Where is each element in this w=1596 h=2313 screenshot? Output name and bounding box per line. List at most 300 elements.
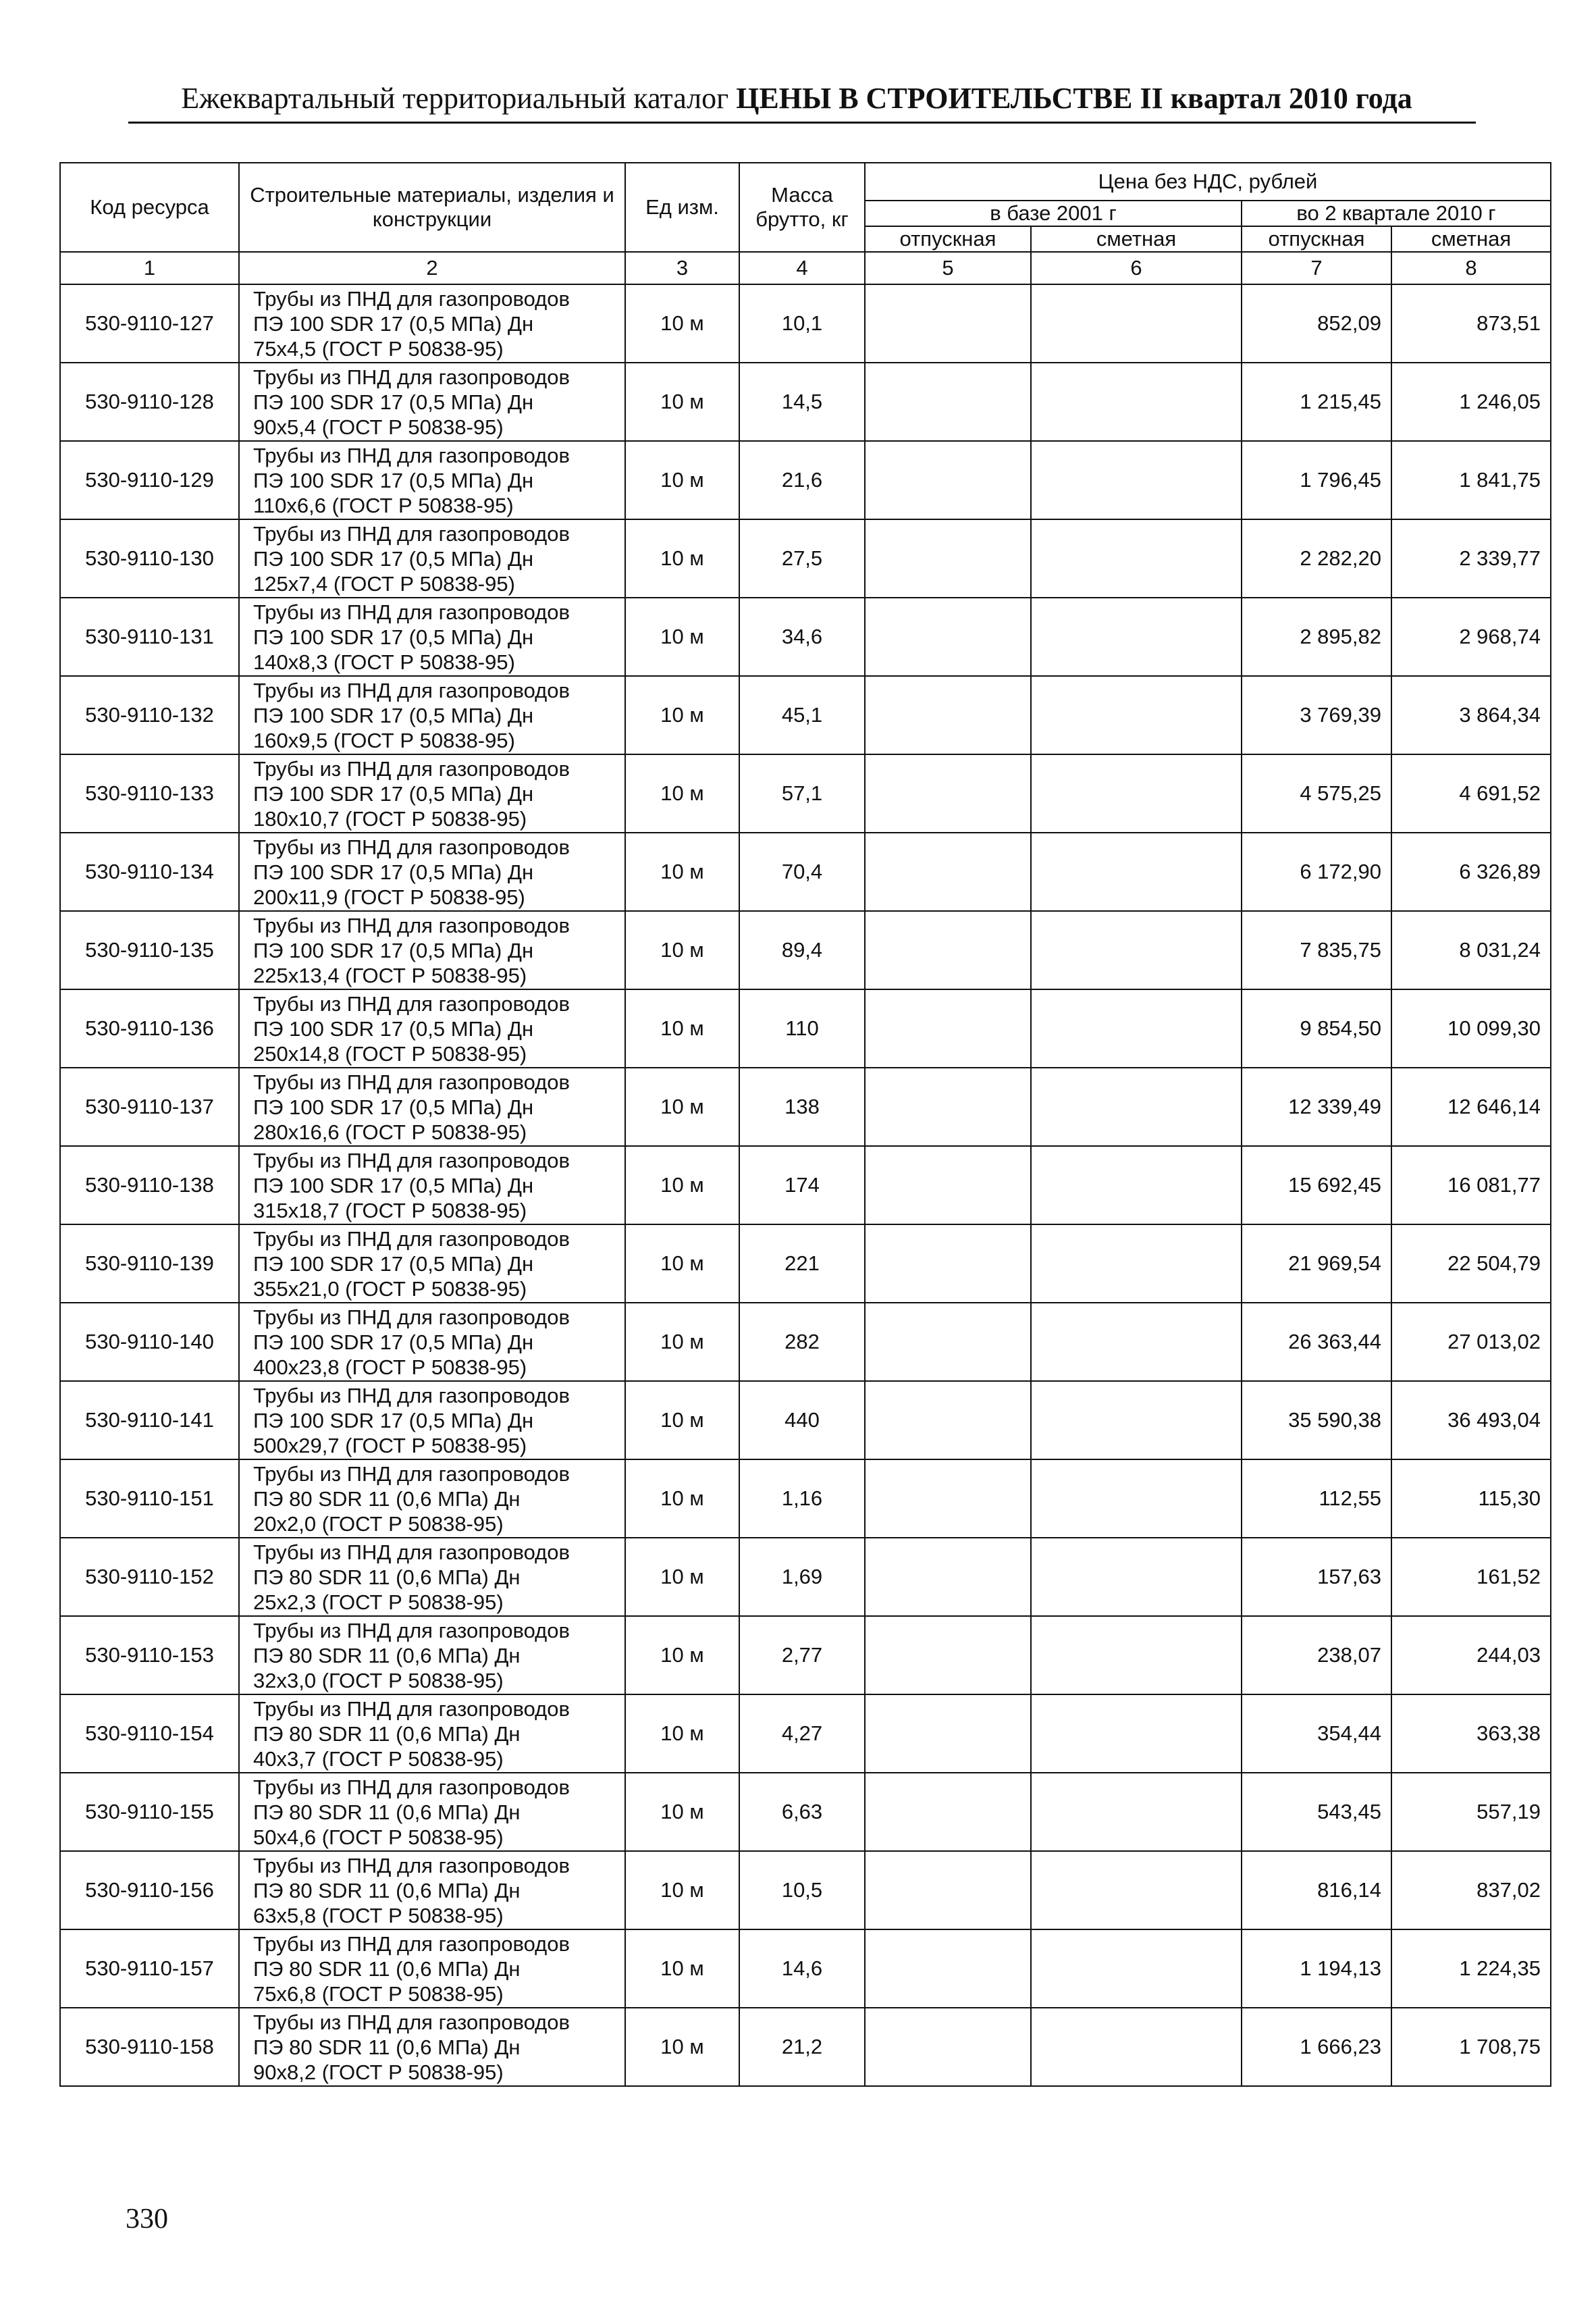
material-name-line: ПЭ 100 SDR 17 (0,5 МПа) Дн <box>253 1095 534 1119</box>
material-name <box>239 1773 625 1851</box>
current-release-price: 1 796,45 <box>1242 441 1391 519</box>
column-number: 8 <box>1391 252 1551 284</box>
table-row <box>60 1303 1551 1381</box>
base-release-price <box>865 1459 1031 1538</box>
gross-mass: 21,2 <box>739 2008 865 2086</box>
base-estimate-price <box>1031 1929 1242 2008</box>
resource-code: 530-9110-135 <box>60 911 239 989</box>
material-name-line: Трубы из ПНД для газопроводов <box>253 835 570 859</box>
col-header-base-estimate: сметная <box>1031 226 1242 252</box>
unit: 10 м <box>625 1381 739 1459</box>
table-row <box>60 754 1551 833</box>
table-row <box>60 1851 1551 1929</box>
material-name-line: 200х11,9 (ГОСТ Р 50838-95) <box>253 885 525 909</box>
unit: 10 м <box>625 284 739 363</box>
material-name-line: 315х18,7 (ГОСТ Р 50838-95) <box>253 1198 527 1222</box>
material-name-line: Трубы из ПНД для газопроводов <box>253 1148 570 1172</box>
material-name-line: Трубы из ПНД для газопроводов <box>253 913 570 937</box>
base-release-price <box>865 989 1031 1068</box>
material-name-line: ПЭ 80 SDR 11 (0,6 МПа) Дн <box>253 1721 521 1746</box>
current-estimate-price: 1 708,75 <box>1391 2008 1551 2086</box>
base-release-price <box>865 833 1031 911</box>
resource-code: 530-9110-136 <box>60 989 239 1068</box>
material-name <box>239 1068 625 1146</box>
material-name-line: 500х29,7 (ГОСТ Р 50838-95) <box>253 1433 527 1457</box>
material-name-line: ПЭ 100 SDR 17 (0,5 МПа) Дн <box>253 860 534 884</box>
material-name-line: 40х3,7 (ГОСТ Р 50838-95) <box>253 1746 504 1771</box>
material-name <box>239 363 625 441</box>
gross-mass: 10,1 <box>739 284 865 363</box>
table-row <box>60 284 1551 363</box>
table-row <box>60 833 1551 911</box>
col-header-name: Строительные материалы, изделия и конструкции <box>239 163 625 252</box>
current-estimate-price: 12 646,14 <box>1391 1068 1551 1146</box>
base-estimate-price <box>1031 1773 1242 1851</box>
base-estimate-price <box>1031 1068 1242 1146</box>
material-name <box>239 284 625 363</box>
column-number: 5 <box>865 252 1031 284</box>
unit: 10 м <box>625 1773 739 1851</box>
base-estimate-price <box>1031 911 1242 989</box>
page-number: 330 <box>126 2204 168 2235</box>
material-name <box>239 2008 625 2086</box>
gross-mass: 2,77 <box>739 1616 865 1694</box>
base-release-price <box>865 1381 1031 1459</box>
material-name-line: Трубы из ПНД для газопроводов <box>253 1070 570 1094</box>
base-release-price <box>865 1224 1031 1303</box>
base-estimate-price <box>1031 754 1242 833</box>
material-name <box>239 441 625 519</box>
base-release-price <box>865 1851 1031 1929</box>
base-estimate-price <box>1031 598 1242 676</box>
table-row <box>60 1224 1551 1303</box>
base-release-price <box>865 1538 1031 1616</box>
table-row <box>60 1381 1551 1459</box>
material-name-line: 75х6,8 (ГОСТ Р 50838-95) <box>253 1981 504 2006</box>
current-estimate-price: 363,38 <box>1391 1694 1551 1773</box>
base-release-price <box>865 754 1031 833</box>
base-estimate-price <box>1031 676 1242 754</box>
resource-code: 530-9110-152 <box>60 1538 239 1616</box>
current-release-price: 7 835,75 <box>1242 911 1391 989</box>
base-release-price <box>865 1929 1031 2008</box>
current-release-price: 157,63 <box>1242 1538 1391 1616</box>
current-estimate-price: 115,30 <box>1391 1459 1551 1538</box>
resource-code: 530-9110-132 <box>60 676 239 754</box>
unit: 10 м <box>625 1303 739 1381</box>
material-name-line: ПЭ 100 SDR 17 (0,5 МПа) Дн <box>253 546 534 571</box>
current-release-price: 112,55 <box>1242 1459 1391 1538</box>
resource-code: 530-9110-153 <box>60 1616 239 1694</box>
gross-mass: 14,5 <box>739 363 865 441</box>
material-name-line: 110х6,6 (ГОСТ Р 50838-95) <box>253 493 514 517</box>
table-row <box>60 1538 1551 1616</box>
material-name-line: 160х9,5 (ГОСТ Р 50838-95) <box>253 728 515 752</box>
material-name-line: Трубы из ПНД для газопроводов <box>253 991 570 1016</box>
material-name <box>239 1459 625 1538</box>
material-name-line: ПЭ 100 SDR 17 (0,5 МПа) Дн <box>253 1330 534 1354</box>
col-header-code: Код ресурса <box>60 163 239 252</box>
material-name-line: ПЭ 100 SDR 17 (0,5 МПа) Дн <box>253 703 534 727</box>
base-estimate-price <box>1031 1851 1242 1929</box>
current-release-price: 15 692,45 <box>1242 1146 1391 1224</box>
material-name <box>239 989 625 1068</box>
material-name-line: Трубы из ПНД для газопроводов <box>253 756 570 781</box>
material-name-line: Трубы из ПНД для газопроводов <box>253 286 570 311</box>
unit: 10 м <box>625 911 739 989</box>
material-name-line: ПЭ 100 SDR 17 (0,5 МПа) Дн <box>253 1408 534 1432</box>
resource-code: 530-9110-158 <box>60 2008 239 2086</box>
gross-mass: 282 <box>739 1303 865 1381</box>
resource-code: 530-9110-140 <box>60 1303 239 1381</box>
current-estimate-price: 27 013,02 <box>1391 1303 1551 1381</box>
table-row <box>60 1773 1551 1851</box>
current-release-price: 2 282,20 <box>1242 519 1391 598</box>
current-estimate-price: 2 968,74 <box>1391 598 1551 676</box>
base-estimate-price <box>1031 1694 1242 1773</box>
material-name-line: 90х5,4 (ГОСТ Р 50838-95) <box>253 415 504 439</box>
base-release-price <box>865 1068 1031 1146</box>
current-estimate-price: 16 081,77 <box>1391 1146 1551 1224</box>
current-estimate-price: 4 691,52 <box>1391 754 1551 833</box>
material-name <box>239 598 625 676</box>
material-name-line: Трубы из ПНД для газопроводов <box>253 1618 570 1642</box>
base-estimate-price <box>1031 1303 1242 1381</box>
gross-mass: 27,5 <box>739 519 865 598</box>
material-name-line: Трубы из ПНД для газопроводов <box>253 600 570 624</box>
resource-code: 530-9110-138 <box>60 1146 239 1224</box>
unit: 10 м <box>625 989 739 1068</box>
current-release-price: 12 339,49 <box>1242 1068 1391 1146</box>
base-estimate-price <box>1031 989 1242 1068</box>
material-name-line: ПЭ 100 SDR 17 (0,5 МПа) Дн <box>253 625 534 649</box>
current-estimate-price: 161,52 <box>1391 1538 1551 1616</box>
material-name-line: Трубы из ПНД для газопроводов <box>253 521 570 546</box>
material-name <box>239 911 625 989</box>
unit: 10 м <box>625 1459 739 1538</box>
base-release-price <box>865 441 1031 519</box>
material-name <box>239 1146 625 1224</box>
price-table <box>59 162 1551 2087</box>
material-name-line: Трубы из ПНД для газопроводов <box>253 1696 570 1721</box>
material-name <box>239 833 625 911</box>
base-estimate-price <box>1031 1538 1242 1616</box>
material-name-line: ПЭ 100 SDR 17 (0,5 МПа) Дн <box>253 1173 534 1197</box>
material-name-line: 225х13,4 (ГОСТ Р 50838-95) <box>253 963 527 987</box>
unit: 10 м <box>625 598 739 676</box>
col-header-unit: Ед изм. <box>625 163 739 252</box>
current-release-price: 21 969,54 <box>1242 1224 1391 1303</box>
base-release-price <box>865 1146 1031 1224</box>
material-name-line: Трубы из ПНД для газопроводов <box>253 678 570 702</box>
table-row <box>60 1616 1551 1694</box>
column-number: 4 <box>739 252 865 284</box>
table-row <box>60 1929 1551 2008</box>
gross-mass: 138 <box>739 1068 865 1146</box>
current-estimate-price: 22 504,79 <box>1391 1224 1551 1303</box>
base-estimate-price <box>1031 1146 1242 1224</box>
material-name-line: 180х10,7 (ГОСТ Р 50838-95) <box>253 806 527 831</box>
gross-mass: 70,4 <box>739 833 865 911</box>
material-name-line: ПЭ 80 SDR 11 (0,6 МПа) Дн <box>253 1956 521 1981</box>
current-estimate-price: 3 864,34 <box>1391 676 1551 754</box>
material-name-line: Трубы из ПНД для газопроводов <box>253 1775 570 1799</box>
material-name-line: 400х23,8 (ГОСТ Р 50838-95) <box>253 1355 527 1379</box>
base-estimate-price <box>1031 1616 1242 1694</box>
material-name-line: ПЭ 100 SDR 17 (0,5 МПа) Дн <box>253 311 534 336</box>
gross-mass: 14,6 <box>739 1929 865 2008</box>
material-name-line: 125х7,4 (ГОСТ Р 50838-95) <box>253 571 515 596</box>
gross-mass: 21,6 <box>739 441 865 519</box>
base-estimate-price <box>1031 284 1242 363</box>
col-header-current-estimate: сметная <box>1391 226 1551 252</box>
gross-mass: 110 <box>739 989 865 1068</box>
base-estimate-price <box>1031 1224 1242 1303</box>
current-estimate-price: 2 339,77 <box>1391 519 1551 598</box>
unit: 10 м <box>625 1616 739 1694</box>
current-estimate-price: 1 246,05 <box>1391 363 1551 441</box>
resource-code: 530-9110-156 <box>60 1851 239 1929</box>
current-release-price: 1 194,13 <box>1242 1929 1391 2008</box>
material-name <box>239 1929 625 2008</box>
material-name-line: 50х4,6 (ГОСТ Р 50838-95) <box>253 1825 504 1849</box>
base-release-price <box>865 2008 1031 2086</box>
material-name-line: 25х2,3 (ГОСТ Р 50838-95) <box>253 1590 504 1614</box>
base-estimate-price <box>1031 1381 1242 1459</box>
material-name <box>239 1224 625 1303</box>
unit: 10 м <box>625 1929 739 2008</box>
current-release-price: 852,09 <box>1242 284 1391 363</box>
base-estimate-price <box>1031 441 1242 519</box>
col-header-base: в базе 2001 г <box>865 201 1242 226</box>
base-estimate-price <box>1031 363 1242 441</box>
col-header-base-release: отпускная <box>865 226 1031 252</box>
column-number: 1 <box>60 252 239 284</box>
material-name-line: Трубы из ПНД для газопроводов <box>253 1461 570 1486</box>
material-name <box>239 1538 625 1616</box>
resource-code: 530-9110-157 <box>60 1929 239 2008</box>
material-name-line: ПЭ 100 SDR 17 (0,5 МПа) Дн <box>253 938 534 962</box>
material-name-line: ПЭ 80 SDR 11 (0,6 МПа) Дн <box>253 1643 521 1667</box>
material-name-line: Трубы из ПНД для газопроводов <box>253 1305 570 1329</box>
unit: 10 м <box>625 1538 739 1616</box>
table-row <box>60 598 1551 676</box>
material-name-line: ПЭ 100 SDR 17 (0,5 МПа) Дн <box>253 468 534 492</box>
material-name-line: 75х4,5 (ГОСТ Р 50838-95) <box>253 336 504 361</box>
column-number-row <box>60 252 1551 284</box>
resource-code: 530-9110-127 <box>60 284 239 363</box>
table-row <box>60 1068 1551 1146</box>
gross-mass: 89,4 <box>739 911 865 989</box>
current-release-price: 543,45 <box>1242 1773 1391 1851</box>
current-estimate-price: 8 031,24 <box>1391 911 1551 989</box>
col-header-price-group: Цена без НДС, рублей <box>865 163 1551 201</box>
base-release-price <box>865 676 1031 754</box>
catalog-title: ЦЕНЫ В СТРОИТЕЛЬСТВЕ <box>736 82 1133 115</box>
current-estimate-price: 6 326,89 <box>1391 833 1551 911</box>
base-release-price <box>865 1773 1031 1851</box>
table-row <box>60 1694 1551 1773</box>
column-number: 6 <box>1031 252 1242 284</box>
material-name-line: ПЭ 80 SDR 11 (0,6 МПа) Дн <box>253 1565 521 1589</box>
base-estimate-price <box>1031 519 1242 598</box>
current-release-price: 3 769,39 <box>1242 676 1391 754</box>
material-name-line: 63х5,8 (ГОСТ Р 50838-95) <box>253 1903 504 1927</box>
material-name-line: ПЭ 100 SDR 17 (0,5 МПа) Дн <box>253 390 534 414</box>
gross-mass: 57,1 <box>739 754 865 833</box>
base-release-price <box>865 911 1031 989</box>
current-release-price: 2 895,82 <box>1242 598 1391 676</box>
table-row <box>60 1459 1551 1538</box>
page-header <box>128 80 1465 118</box>
catalog-period: II квартал 2010 года <box>1140 82 1412 115</box>
material-name-line: Трубы из ПНД для газопроводов <box>253 443 570 467</box>
material-name <box>239 1381 625 1459</box>
gross-mass: 45,1 <box>739 676 865 754</box>
catalog-prefix: Ежеквартальный территориальный каталог <box>181 82 729 115</box>
current-release-price: 26 363,44 <box>1242 1303 1391 1381</box>
gross-mass: 221 <box>739 1224 865 1303</box>
table-row <box>60 911 1551 989</box>
gross-mass: 174 <box>739 1146 865 1224</box>
header-rule <box>128 122 1476 124</box>
material-name-line: 20х2,0 (ГОСТ Р 50838-95) <box>253 1511 504 1536</box>
table-body <box>60 284 1551 2086</box>
resource-code: 530-9110-154 <box>60 1694 239 1773</box>
unit: 10 м <box>625 1146 739 1224</box>
material-name-line: Трубы из ПНД для газопроводов <box>253 1383 570 1407</box>
base-release-price <box>865 1303 1031 1381</box>
unit: 10 м <box>625 833 739 911</box>
material-name-line: 280х16,6 (ГОСТ Р 50838-95) <box>253 1120 527 1144</box>
unit: 10 м <box>625 1694 739 1773</box>
current-release-price: 6 172,90 <box>1242 833 1391 911</box>
current-release-price: 1 666,23 <box>1242 2008 1391 2086</box>
resource-code: 530-9110-129 <box>60 441 239 519</box>
material-name-line: ПЭ 80 SDR 11 (0,6 МПа) Дн <box>253 1800 521 1824</box>
unit: 10 м <box>625 754 739 833</box>
material-name <box>239 1303 625 1381</box>
column-number: 7 <box>1242 252 1391 284</box>
material-name-line: ПЭ 80 SDR 11 (0,6 МПа) Дн <box>253 1486 521 1511</box>
gross-mass: 10,5 <box>739 1851 865 1929</box>
base-release-price <box>865 1694 1031 1773</box>
base-release-price <box>865 1616 1031 1694</box>
current-release-price: 816,14 <box>1242 1851 1391 1929</box>
unit: 10 м <box>625 1224 739 1303</box>
current-release-price: 35 590,38 <box>1242 1381 1391 1459</box>
base-release-price <box>865 598 1031 676</box>
material-name-line: 140х8,3 (ГОСТ Р 50838-95) <box>253 650 515 674</box>
base-estimate-price <box>1031 2008 1242 2086</box>
unit: 10 м <box>625 441 739 519</box>
resource-code: 530-9110-151 <box>60 1459 239 1538</box>
resource-code: 530-9110-155 <box>60 1773 239 1851</box>
resource-code: 530-9110-131 <box>60 598 239 676</box>
table-row <box>60 363 1551 441</box>
material-name-line: Трубы из ПНД для газопроводов <box>253 1226 570 1251</box>
material-name-line: ПЭ 80 SDR 11 (0,6 МПа) Дн <box>253 2035 521 2059</box>
unit: 10 м <box>625 519 739 598</box>
current-estimate-price: 837,02 <box>1391 1851 1551 1929</box>
gross-mass: 34,6 <box>739 598 865 676</box>
material-name-line: ПЭ 80 SDR 11 (0,6 МПа) Дн <box>253 1878 521 1902</box>
base-release-price <box>865 284 1031 363</box>
material-name-line: ПЭ 100 SDR 17 (0,5 МПа) Дн <box>253 1251 534 1276</box>
current-release-price: 4 575,25 <box>1242 754 1391 833</box>
col-header-current: во 2 квартале 2010 г <box>1242 201 1551 226</box>
table-row <box>60 1146 1551 1224</box>
current-estimate-price: 557,19 <box>1391 1773 1551 1851</box>
material-name <box>239 1851 625 1929</box>
material-name-line: Трубы из ПНД для газопроводов <box>253 1931 570 1956</box>
table-row <box>60 441 1551 519</box>
table-row <box>60 989 1551 1068</box>
material-name <box>239 1694 625 1773</box>
resource-code: 530-9110-130 <box>60 519 239 598</box>
material-name <box>239 676 625 754</box>
current-estimate-price: 36 493,04 <box>1391 1381 1551 1459</box>
material-name <box>239 519 625 598</box>
resource-code: 530-9110-133 <box>60 754 239 833</box>
resource-code: 530-9110-137 <box>60 1068 239 1146</box>
current-estimate-price: 873,51 <box>1391 284 1551 363</box>
gross-mass: 440 <box>739 1381 865 1459</box>
current-estimate-price: 244,03 <box>1391 1616 1551 1694</box>
material-name-line: 32х3,0 (ГОСТ Р 50838-95) <box>253 1668 504 1692</box>
table-row <box>60 519 1551 598</box>
current-estimate-price: 1 841,75 <box>1391 441 1551 519</box>
unit: 10 м <box>625 1851 739 1929</box>
current-release-price: 9 854,50 <box>1242 989 1391 1068</box>
material-name-line: 355х21,0 (ГОСТ Р 50838-95) <box>253 1276 527 1301</box>
base-estimate-price <box>1031 1459 1242 1538</box>
material-name-line: 90х8,2 (ГОСТ Р 50838-95) <box>253 2060 504 2084</box>
col-header-mass: Масса брутто, кг <box>739 163 865 252</box>
current-estimate-price: 10 099,30 <box>1391 989 1551 1068</box>
material-name-line: Трубы из ПНД для газопроводов <box>253 365 570 389</box>
column-number: 3 <box>625 252 739 284</box>
gross-mass: 1,16 <box>739 1459 865 1538</box>
table-row <box>60 676 1551 754</box>
table-row <box>60 2008 1551 2086</box>
material-name-line: Трубы из ПНД для газопроводов <box>253 1540 570 1564</box>
current-estimate-price: 1 224,35 <box>1391 1929 1551 2008</box>
material-name-line: 250х14,8 (ГОСТ Р 50838-95) <box>253 1041 527 1066</box>
column-number: 2 <box>239 252 625 284</box>
gross-mass: 6,63 <box>739 1773 865 1851</box>
unit: 10 м <box>625 363 739 441</box>
current-release-price: 354,44 <box>1242 1694 1391 1773</box>
resource-code: 530-9110-141 <box>60 1381 239 1459</box>
material-name-line: ПЭ 100 SDR 17 (0,5 МПа) Дн <box>253 1016 534 1041</box>
gross-mass: 4,27 <box>739 1694 865 1773</box>
unit: 10 м <box>625 2008 739 2086</box>
base-estimate-price <box>1031 833 1242 911</box>
unit: 10 м <box>625 676 739 754</box>
current-release-price: 238,07 <box>1242 1616 1391 1694</box>
material-name-line: Трубы из ПНД для газопроводов <box>253 1853 570 1877</box>
unit: 10 м <box>625 1068 739 1146</box>
material-name-line: ПЭ 100 SDR 17 (0,5 МПа) Дн <box>253 781 534 806</box>
material-name <box>239 1616 625 1694</box>
base-release-price <box>865 363 1031 441</box>
base-release-price <box>865 519 1031 598</box>
current-release-price: 1 215,45 <box>1242 363 1391 441</box>
resource-code: 530-9110-128 <box>60 363 239 441</box>
material-name-line: Трубы из ПНД для газопроводов <box>253 2010 570 2034</box>
material-name <box>239 754 625 833</box>
